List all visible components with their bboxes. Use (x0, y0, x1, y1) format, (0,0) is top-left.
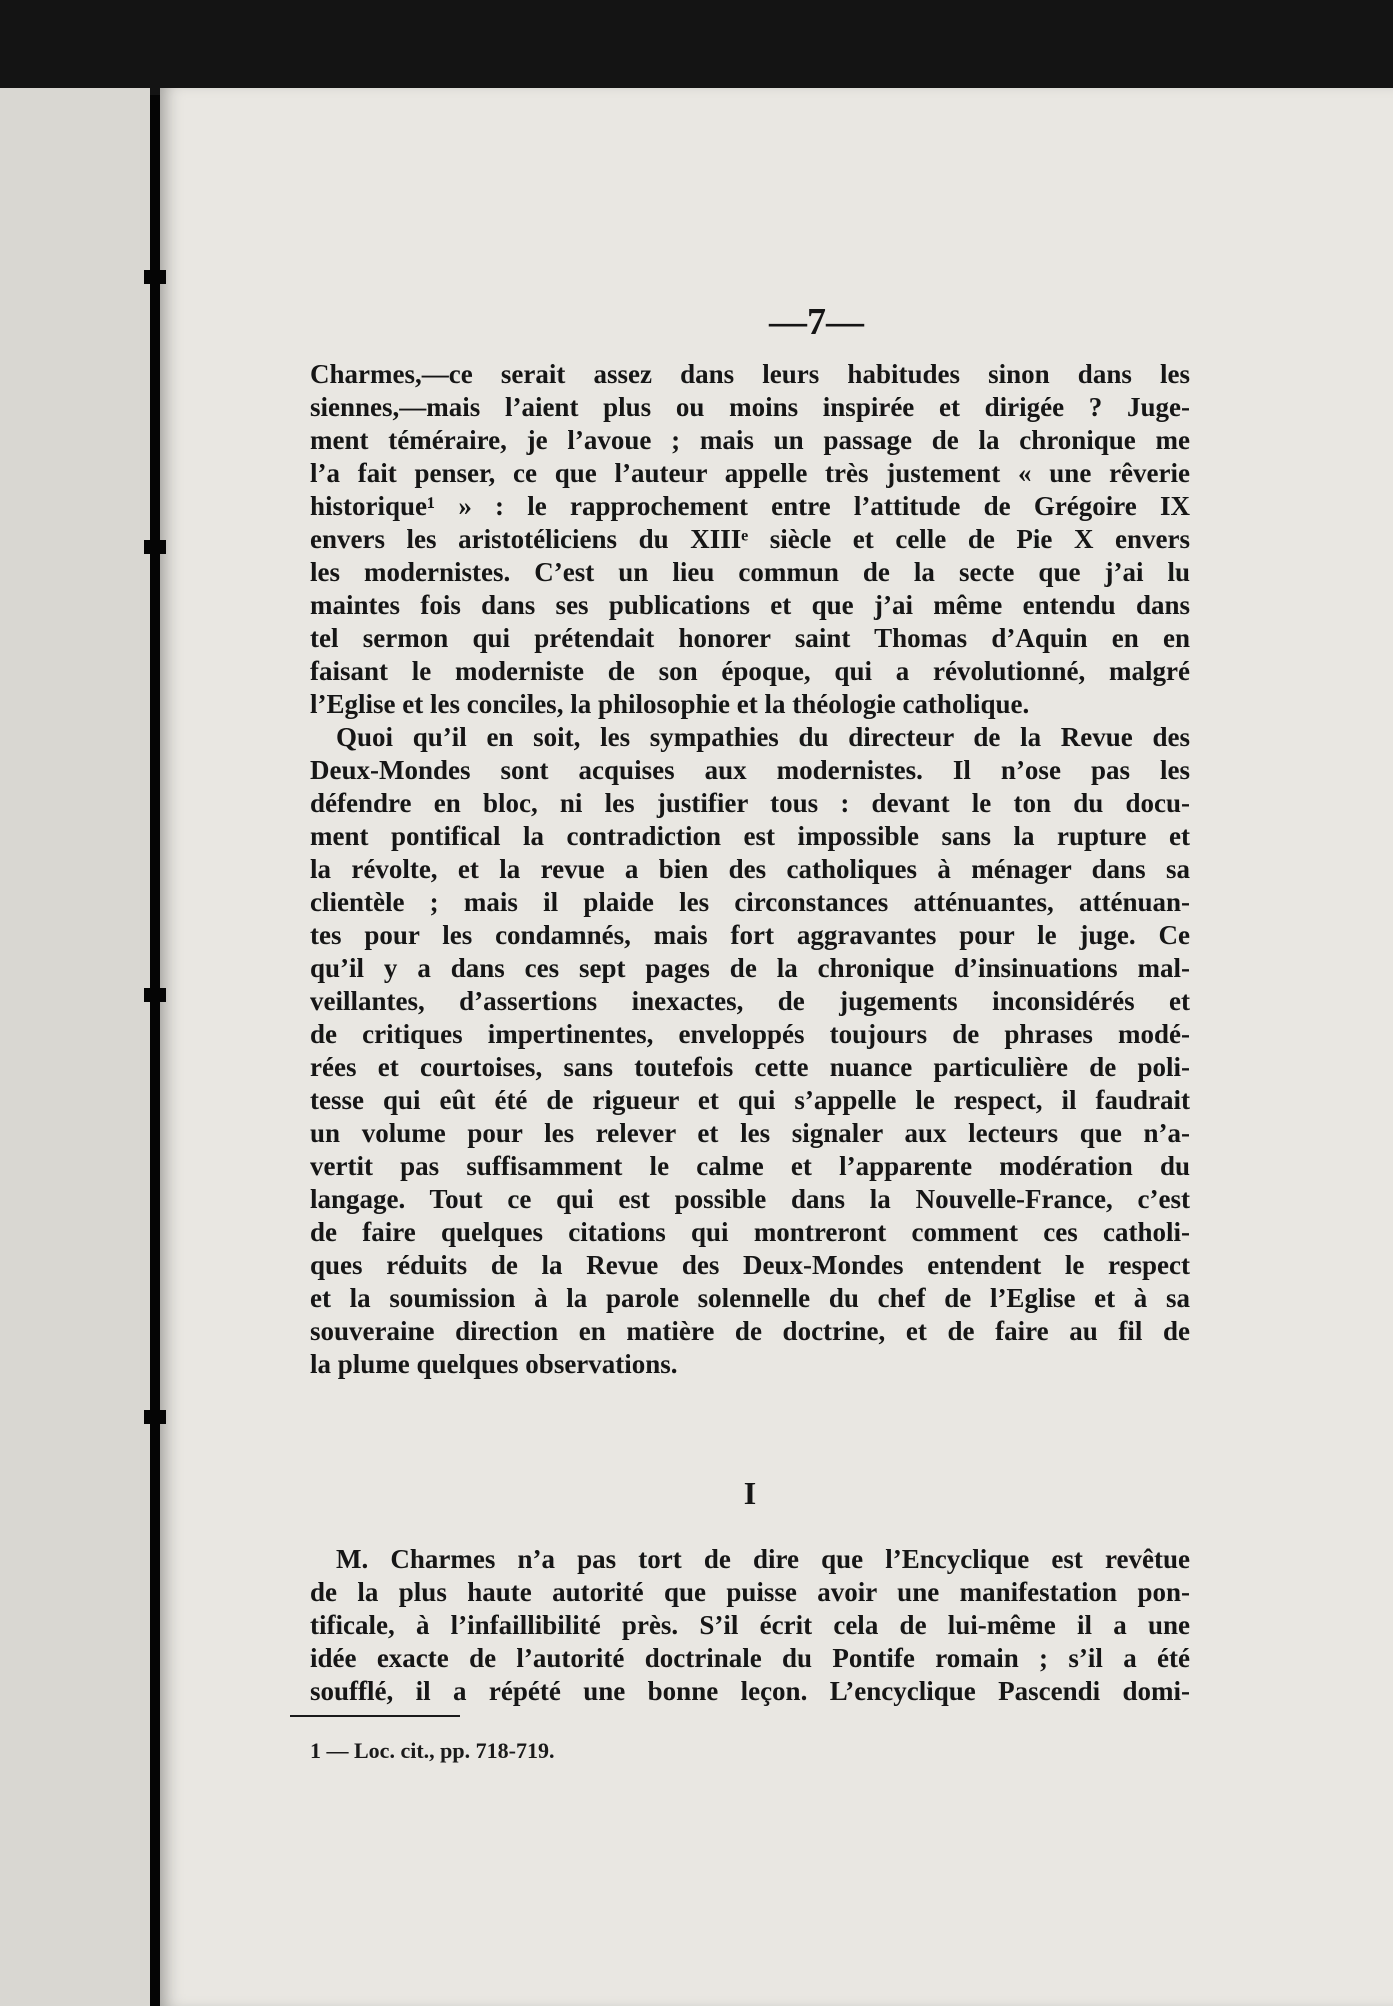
text-line: tificale, à l’infaillibilité près. S’il écrit cela de lui-même il a une (310, 1610, 1190, 1640)
text-line: siennes,—mais l’aient plus ou moins inspirée et dirigée ? Juge- (310, 392, 1190, 422)
text-line: de faire quelques citations qui montreront comment ces catholi- (310, 1217, 1190, 1247)
text-line: Deux-Mondes sont acquises aux modernistes. Il n’ose pas les (310, 755, 1190, 785)
text-line: tel sermon qui prétendait honorer saint Thomas d’Aquin en en (310, 623, 1190, 653)
text-line: ment pontifical la contradiction est impossible sans la rupture et (310, 821, 1190, 851)
text-line: ment téméraire, je l’avoue ; mais un passage de la chronique me (310, 425, 1190, 455)
text-line: la révolte, et la revue a bien des catholiques à ménager dans sa (310, 854, 1190, 884)
text-line: maintes fois dans ses publications et que j’ai même entendu dans (310, 590, 1190, 620)
left-margin-strip (0, 88, 150, 2006)
binding-notch (144, 270, 166, 284)
text-line: ques réduits de la Revue des Deux-Mondes entendent le respect (310, 1250, 1190, 1280)
text-line: souveraine direction en matière de doctrine, et de faire au fil de (310, 1316, 1190, 1346)
text-line: rées et courtoises, sans toutefois cette nuance particulière de poli- (310, 1052, 1190, 1082)
body-text-top (310, 358, 1190, 1381)
paragraph-3 (310, 1543, 1190, 1708)
text-line: idée exacte de l’autorité doctrinale du Pontife romain ; s’il a été (310, 1643, 1190, 1673)
text-line: historique¹ » : le rapprochement entre l’attitude de Grégoire IX (310, 491, 1190, 521)
binding-notch (144, 988, 166, 1002)
text-line: l’a fait penser, ce que l’auteur appelle très justement « une rêverie (310, 458, 1190, 488)
text-line: faisant le moderniste de son époque, qui a révolutionné, malgré (310, 656, 1190, 686)
text-line: tes pour les condamnés, mais fort aggravantes pour le juge. Ce (310, 920, 1190, 950)
text-line: défendre en bloc, ni les justifier tous : devant le ton du docu- (310, 788, 1190, 818)
text-line: l’Eglise et les conciles, la philosophie et la théologie catholique. (310, 689, 1030, 719)
text-line: tesse qui eût été de rigueur et qui s’appelle le respect, il faudrait (310, 1085, 1190, 1115)
body-text-bottom (310, 1543, 1190, 1708)
text-line: langage. Tout ce qui est possible dans la Nouvelle-France, c’est (310, 1184, 1190, 1214)
text-line: un volume pour les relever et les signaler aux lecteurs que n’a- (310, 1118, 1190, 1148)
text-line: de la plus haute autorité que puisse avoir une manifestation pon- (310, 1577, 1190, 1607)
footnote: 1 — Loc. cit., pp. 718-719. (310, 1738, 555, 1763)
text-line: M. Charmes n’a pas tort de dire que l’Encyclique est revêtue (336, 1544, 1190, 1574)
page-number: —7— (769, 301, 864, 343)
binding-edge (150, 95, 160, 2006)
binding-notch (144, 540, 166, 554)
paragraph-1 (310, 358, 1190, 721)
text-line: vertit pas suffisamment le calme et l’apparente modération du (310, 1151, 1190, 1181)
text-line: et la soumission à la parole solennelle du chef de l’Eglise et à sa (310, 1283, 1190, 1313)
text-line: veillantes, d’assertions inexactes, de jugements inconsidérés et (310, 986, 1190, 1016)
text-line: soufflé, il a répété une bonne leçon. L’encyclique Pascendi domi- (310, 1676, 1190, 1706)
binding-notch (144, 1410, 166, 1424)
text-line: de critiques impertinentes, enveloppés toujours de phrases modé- (310, 1019, 1190, 1049)
document-page (160, 88, 1393, 2006)
section-heading: I (743, 1475, 757, 1511)
text-line: Quoi qu’il en soit, les sympathies du directeur de la Revue des (336, 722, 1190, 752)
text-line: envers les aristotéliciens du XIIIᵉ siècle et celle de Pie X envers (310, 524, 1190, 554)
text-line: clientèle ; mais il plaide les circonstances atténuantes, atténuan- (310, 887, 1190, 917)
paragraph-2 (310, 721, 1190, 1381)
text-line: qu’il y a dans ces sept pages de la chronique d’insinuations mal- (310, 953, 1190, 983)
text-line: les modernistes. C’est un lieu commun de la secte que j’ai lu (310, 557, 1190, 587)
footnote-rule (290, 1715, 460, 1717)
text-line: Charmes,—ce serait assez dans leurs habitudes sinon dans les (310, 359, 1190, 389)
text-line: la plume quelques observations. (310, 1349, 678, 1379)
